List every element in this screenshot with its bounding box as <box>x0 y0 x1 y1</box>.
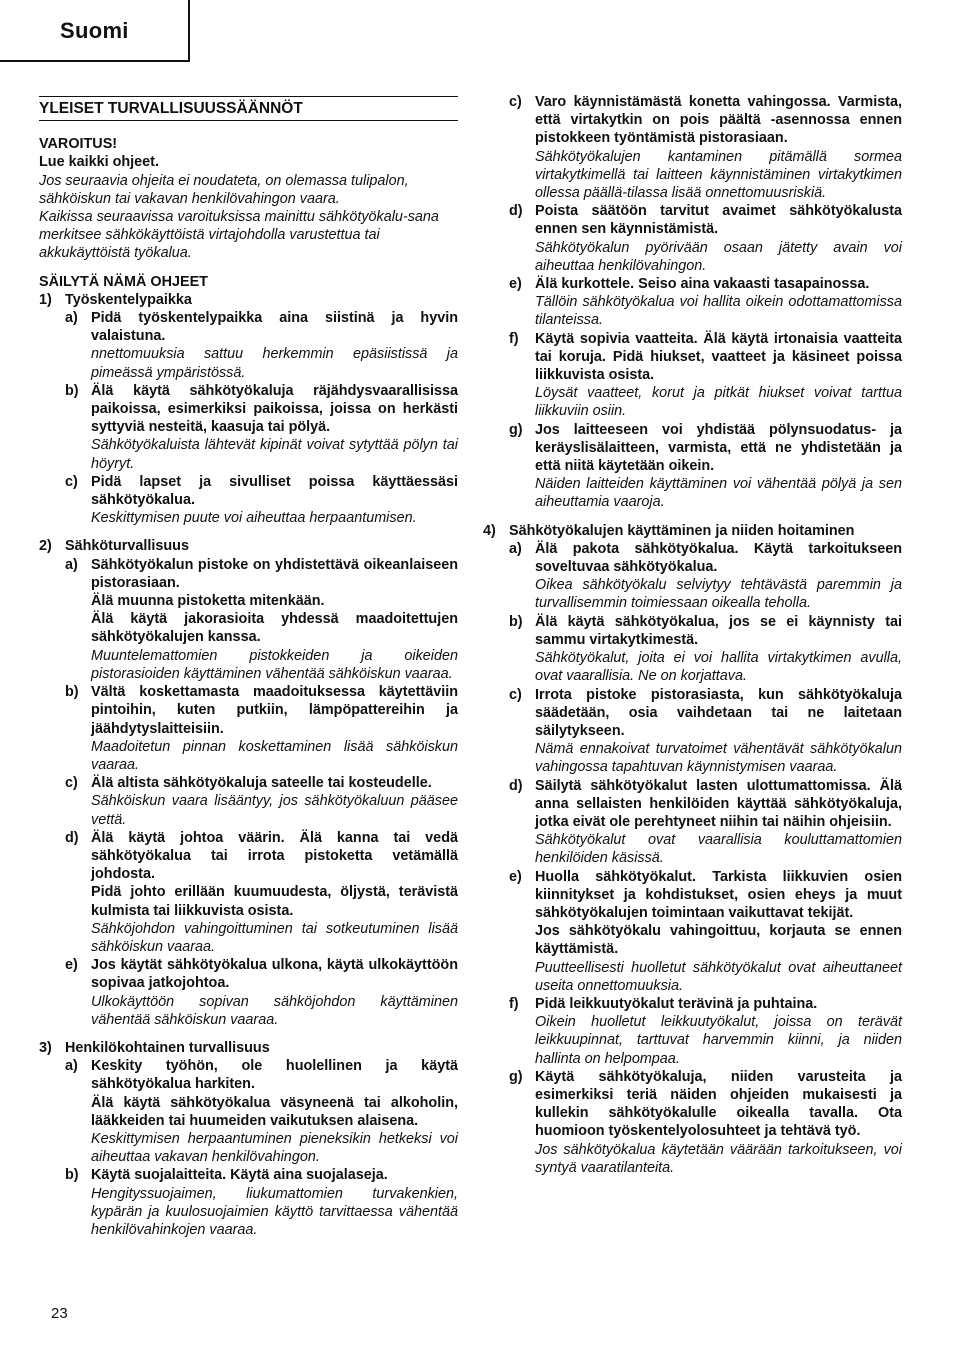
list-item: d) Säilytä sähkötyökalut lasten ulottumattomissa. Älä anna sellaisten henkilöiden käyttää sähkötyökaluja, jotka eivät ole perehtyneet niihin tai näihin ohjeisiin. Sähkötyökalut ovat vaarallisia kouluttamattomien henkilöiden käsissä. <box>509 777 902 867</box>
section-heading: 2) Sähköturvallisuus <box>39 538 189 555</box>
left-column <box>39 93 458 1239</box>
section-heading: 4) Sähkötyökalujen käyttäminen ja niiden hoitaminen <box>483 522 855 539</box>
list-item: c) Irrota pistoke pistorasiasta, kun sähkötyökaluja säädetään, osia vaihdetaan tai ne laitetaan säilytykseen. Nämä ennakoivat turvatoimet vähentävät sähkötyökalun vahingossa tapahtuvan käynnistymisen vaaraa. <box>509 686 902 776</box>
warning-subtitle: Lue kaikki ohjeet. <box>39 154 159 171</box>
right-column <box>483 93 902 1177</box>
list-item: a) Sähkötyökalun pistoke on yhdistettävä oikeanlaiseen pistorasiaan. Älä muunna pistoketta mitenkään. Älä käytä jakorasioita yhdessä maadoitettujen sähkötyökalujen kanssa. Muuntelemattomien pistokkeiden ja oikeiden pistorasioiden käyttäminen vähentää sähköiskun vaaraa. <box>65 556 458 682</box>
list-item: c) Varo käynnistämästä konetta vahingossa. Varmista, että virtakytkin on pois päältä -asennossa ennen pistokkeen työntämistä pistorasiaan. Sähkötyökalujen kantaminen pitämällä sormea virtakytkimellä tai laitteen käynnistäminen virtakytkimen ollessa päällä-tilassa lisää onnettomuusriskiä. <box>509 94 902 202</box>
language-label: Suomi <box>60 18 129 43</box>
list-item: b) Älä käytä sähkötyökalua, jos se ei käynnisty tai sammu virtakytkimestä. Sähkötyökalut, joita ei voi hallita virtakytkimen avulla, ovat vaarallisia. Ne on korjattava. <box>509 613 902 685</box>
list-item: b) Älä käytä sähkötyökaluja räjähdysvaarallisissa paikoissa, esimerkiksi paikoissa, joissa on herkästi syttyviä nesteitä, kaasuja tai pölyä. Sähkötyökaluista lähtevät kipinät voivat sytyttää pölyn tai höyryt. <box>65 382 458 472</box>
list-item: g) Jos laitteeseen voi yhdistää pölynsuodatus- ja keräyslisälaitteen, varmista, että ne yhdistetään ja että niitä käytetään oikein. Näiden laitteiden käyttäminen voi vähentää pölyä ja sen aiheuttamia vaaroja. <box>509 421 902 511</box>
list-item: e) Jos käytät sähkötyökalua ulkona, käytä ulkokäyttöön sopivaa jatkojohtoa. Ulkokäyttöön sopivan sähköjohdon käyttäminen vähentää sähköiskun vaaraa. <box>65 957 458 1028</box>
section-heading: 3) Henkilökohtainen turvallisuus <box>39 1039 270 1056</box>
list-item: d) Poista säätöön tarvitut avaimet sähkötyökalusta ennen sen käynnistämistä. Sähkötyökalun pyörivään osaan jätetty avain voi aiheuttaa henkilövahingon. <box>509 203 902 274</box>
page-number: 23 <box>51 1305 68 1322</box>
list-item: b) Käytä suojalaitteita. Käytä aina suojalaseja. Hengityssuojaimen, liukumattomien turvakenkien, kypärän ja kuulosuojaimien käyttö tarvittaessa vähentää henkilövahinkojen vaaraa. <box>65 1167 458 1238</box>
list-item: c) Pidä lapset ja sivulliset poissa käyttäessäsi sähkötyökalua. Keskittymisen puute voi aiheuttaa herpaantumisen. <box>65 473 458 527</box>
section-title: YLEISET TURVALLISUUSSÄÄNNÖT <box>39 96 458 121</box>
list-item: g) Käytä sähkötyökaluja, niiden varusteita ja esimerkiksi teriä näiden ohjeiden mukaisesti ja kullekin sähkötyökalulle oikealla tavalla. Ota huomioon työskentelyolosuhteet ja tehtävä työ. Jos sähkötyökalua käytetään väärään tarkoitukseen, voi syntyä vaaratilanteita. <box>509 1068 902 1176</box>
list-item: d) Älä käytä johtoa väärin. Älä kanna tai vedä sähkötyökalua tai irrota pistoketta vetämällä johdosta. Pidä johto erillään kuumuudesta, öljystä, terävistä kulmista tai liikkuvista osista. Sähköjohdon vahingoittuminen tai sotkeutuminen lisää sähköiskun vaaraa. <box>65 829 458 955</box>
list-item: e) Huolla sähkötyökalut. Tarkista liikkuvien osien kiinnitykset ja kohdistukset, osien eheys ja muut sähkötyökalujen toimintaan vaikuttavat tekijät. Jos sähkötyökalu vahingoittuu, korjauta se ennen käyttämistä. Puutteellisesti huolletut sähkötyökalut ovat aiheuttaneet useita onnettomuuksia. <box>509 868 902 994</box>
list-item: a) Keskity työhön, ole huolellinen ja käytä sähkötyökalua harkiten. Älä käytä sähkötyökalua väsyneenä tai alkoholin, lääkkeiden tai huumeiden vaikutuksen alaisena. Keskittymisen herpaantuminen pieneksikin hetkeksi voi aiheuttaa vakavan henkilövahingon. <box>65 1058 458 1166</box>
warning-paragraph: Jos seuraavia ohjeita ei noudateta, on olemassa tulipalon, sähköiskun tai vakavan henkilövahingon vaara. <box>39 172 409 207</box>
list-item: a) Pidä työskentelypaikka aina siistinä ja hyvin valaistuna. nnettomuuksia sattuu herkemmin epäsiistissä ja pimeässä ympäristössä. <box>65 310 458 381</box>
list-item: c) Älä altista sähkötyökaluja sateelle tai kosteudelle. Sähköiskun vaara lisääntyy, jos sähkötyökaluun pääsee vettä. <box>65 775 458 828</box>
list-item: f) Käytä sopivia vaatteita. Älä käytä irtonaisia vaatteita tai koruja. Pidä hiukset, vaatteet ja käsineet poissa liikkuvista osista. Löysät vaatteet, korut ja pitkät hiukset voivat tarttua liikkuviin osiin. <box>509 330 902 420</box>
list-item: f) Pidä leikkuutyökalut terävinä ja puhtaina. Oikein huolletut leikkuutyökalut, joissa on terävät leikkuupinnat, tarttuvat harvemmin kiinni, ja niiden hallinta on helpompaa. <box>509 995 902 1067</box>
list-item: b) Vältä koskettamasta maadoituksessa käytettäviin pintoihin, kuten putkiin, lämpöpattereihin ja jäähdytyslaitteisiin. Maadoitetun pinnan koskettaminen lisää sähköiskun vaaraa. <box>65 684 458 773</box>
section-heading: 1) Työskentelypaikka <box>39 291 192 308</box>
language-tab <box>0 0 190 62</box>
list-item: e) Älä kurkottele. Seiso aina vakaasti tasapainossa. Tällöin sähkötyökalua voi hallita oikein odottamattomissa tilanteissa. <box>509 276 902 329</box>
keep-instructions: SÄILYTÄ NÄMÄ OHJEET <box>39 273 208 290</box>
list-item: a) Älä pakota sähkötyökalua. Käytä tarkoitukseen soveltuvaa sähkötyökalua. Oikea sähkötyökalu selviytyy tehtävästä paremmin ja turvallisemmin toimiessaan oikealla teholla. <box>509 540 902 612</box>
warning-title: VAROITUS! <box>39 136 118 153</box>
warning-paragraph: Kaikissa seuraavissa varoituksissa mainittu sähkötyökalu-sana merkitsee sähkökäyttöistä virtajohdolla varustettua tai akkukäyttöistä työkalua. <box>39 209 439 262</box>
